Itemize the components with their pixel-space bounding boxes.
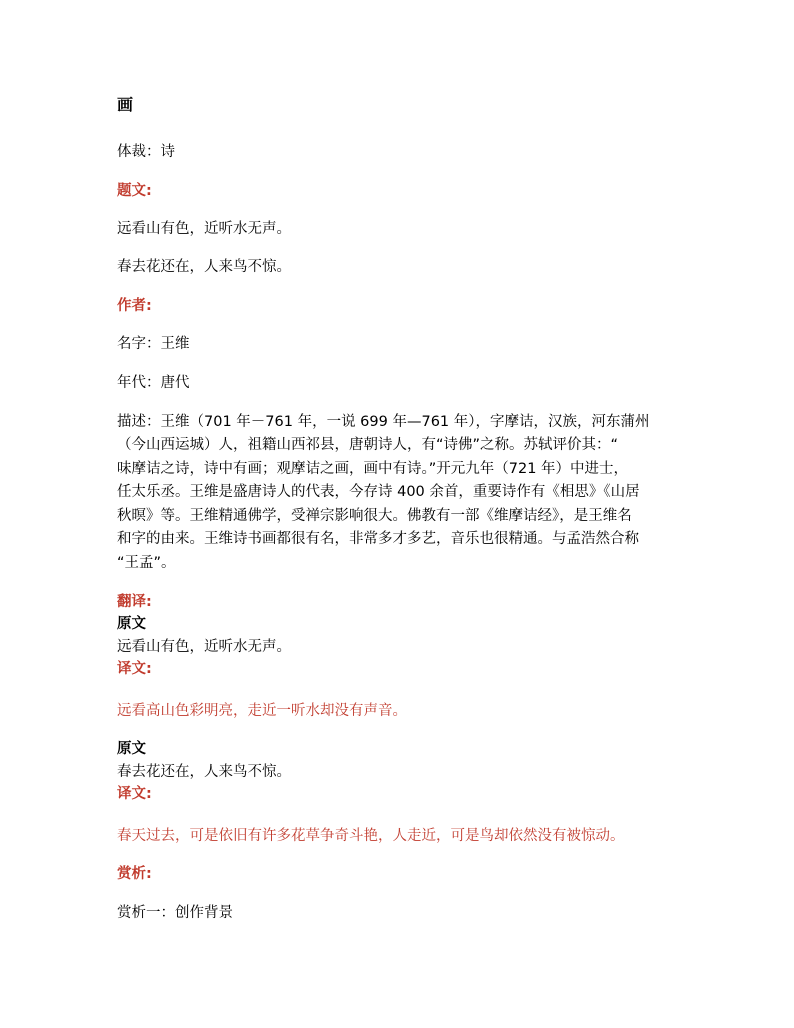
author-desc-line: 和字的由来。王维诗书画都很有名，非常多才多艺，音乐也很精通。与孟浩然合称 bbox=[117, 531, 639, 547]
author-heading: 作者: bbox=[117, 298, 152, 314]
author-desc-line: （今山西运城）人，祖籍山西祁县，唐朝诗人，有“诗佛”之称。苏轼评价其：“ bbox=[117, 437, 619, 453]
author-name: 名字：王维 bbox=[117, 336, 190, 352]
poem-title: 画 bbox=[117, 95, 134, 114]
author-era: 年代：唐代 bbox=[117, 375, 190, 391]
original-label: 原文 bbox=[117, 616, 146, 632]
poem-line: 春去花还在，人来鸟不惊。 bbox=[117, 259, 291, 275]
author-desc-line: 秋暝》等。王维精通佛学，受禅宗影响很大。佛教有一部《维摩诘经》，是王维名 bbox=[117, 508, 632, 524]
original-label: 原文 bbox=[117, 741, 146, 757]
genre-line: 体裁：诗 bbox=[117, 144, 175, 160]
author-desc-line: 描述：王维（701 年－761 年，一说 699 年—761 年），字摩诘，汉族，河东蒲州 bbox=[117, 414, 650, 430]
poem-heading: 题文: bbox=[117, 183, 152, 199]
poem-line: 远看山有色，近听水无声。 bbox=[117, 221, 291, 237]
appreciation-first-line: 赏析一：创作背景 bbox=[117, 905, 233, 921]
translation-heading: 翻译: bbox=[117, 594, 152, 610]
original-text: 春去花还在，人来鸟不惊。 bbox=[117, 764, 291, 780]
translation-label: 译文: bbox=[117, 786, 152, 802]
author-desc-line: 任太乐丞。王维是盛唐诗人的代表，今存诗 400 余首，重要诗作有《相思》《山居 bbox=[117, 484, 640, 500]
appreciation-heading: 赏析: bbox=[117, 866, 152, 882]
translation-text: 远看高山色彩明亮，走近一听水却没有声音。 bbox=[117, 703, 407, 719]
original-text: 远看山有色，近听水无声。 bbox=[117, 639, 291, 655]
author-desc-line: 味摩诘之诗，诗中有画；观摩诘之画，画中有诗。”开元九年（721 年）中进士， bbox=[117, 461, 629, 477]
translation-text: 春天过去，可是依旧有许多花草争奇斗艳，人走近，可是鸟却依然没有被惊动。 bbox=[117, 828, 625, 844]
translation-label: 译文: bbox=[117, 661, 152, 677]
author-desc-line: “王孟”。 bbox=[117, 555, 176, 571]
